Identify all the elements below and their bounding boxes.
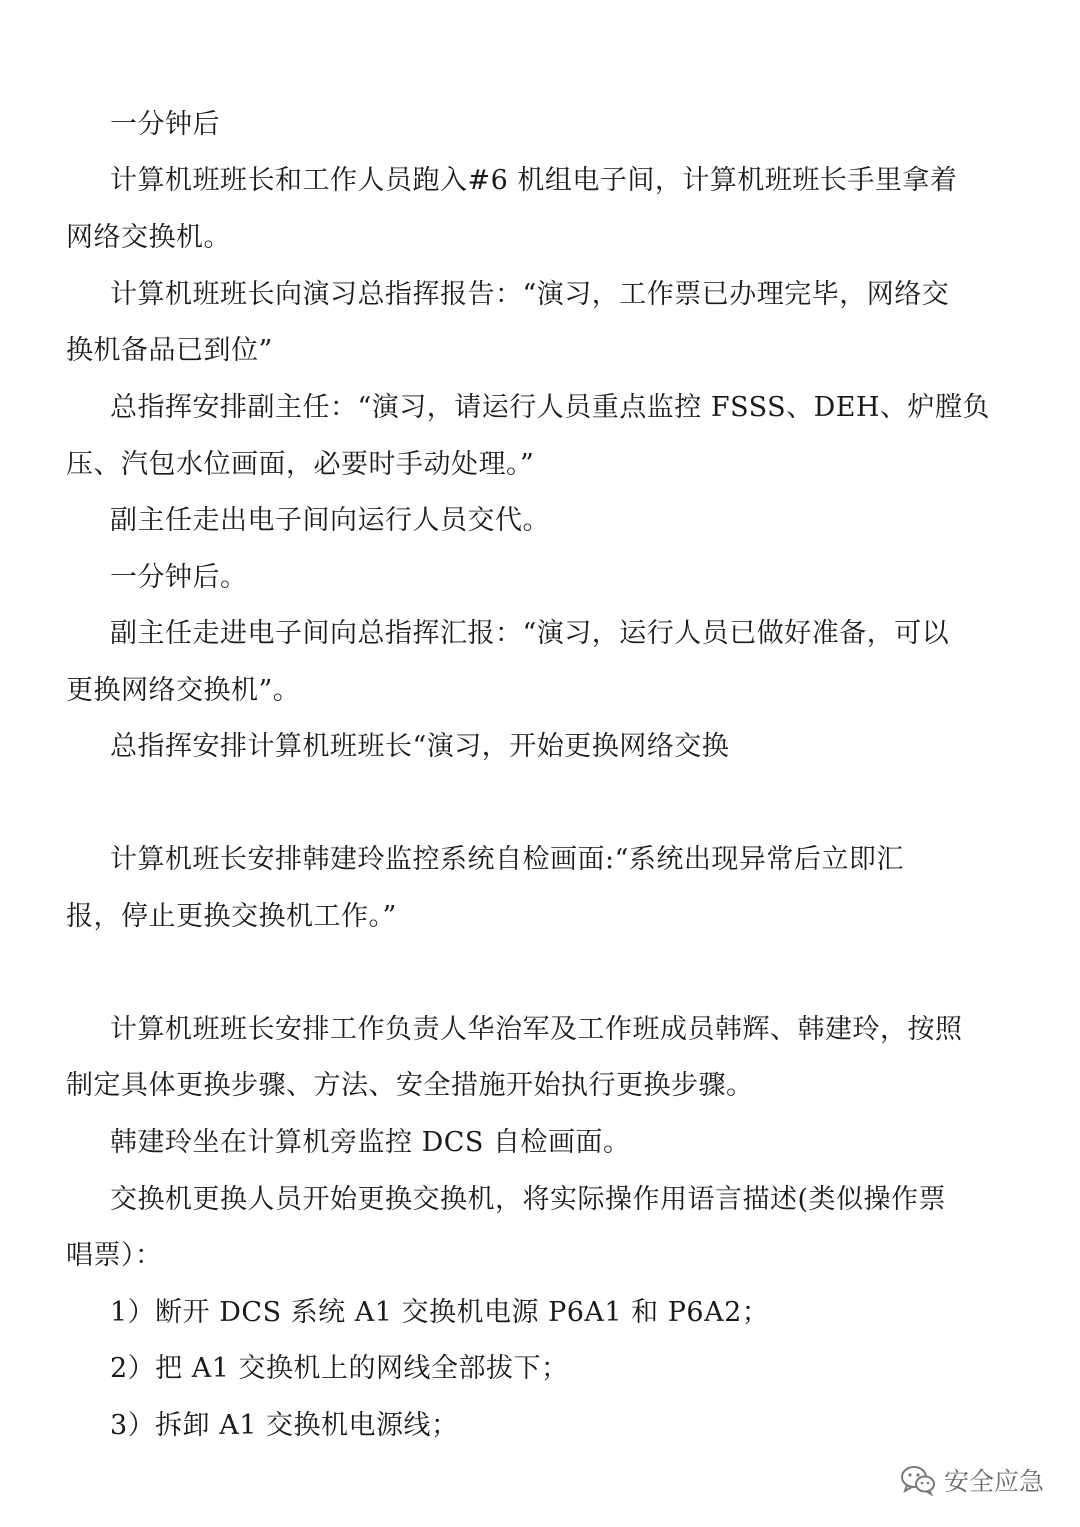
- paragraph-line: 副主任走出电子间向运行人员交代。: [110, 505, 550, 536]
- paragraph-line: 计算机班班长和工作人员跑入#6 机组电子间，计算机班班长手里拿着: [110, 165, 958, 196]
- paragraph-line: 压、汽包水位画面，必要时手动处理。”: [66, 449, 535, 480]
- list-item: 2）把 A1 交换机上的网线全部拔下；: [110, 1353, 569, 1384]
- paragraph-line: 一分钟后。: [110, 562, 248, 593]
- paragraph-line: 总指挥安排副主任：“演习，请运行人员重点监控 FSSS、DEH、炉膛负: [110, 392, 991, 423]
- source-watermark: [900, 1460, 1044, 1500]
- watermark-text: 安全应急: [943, 1467, 1044, 1496]
- wechat-icon: [900, 1464, 936, 1496]
- paragraph-line: 交换机更换人员开始更换交换机，将实际操作用语言描述(类似操作票: [110, 1184, 947, 1215]
- paragraph-line: 网络交换机。: [66, 222, 231, 253]
- paragraph-line: 制定具体更换步骤、方法、安全措施开始执行更换步骤。: [66, 1070, 754, 1101]
- paragraph-line: 唱票）：: [66, 1240, 163, 1271]
- paragraph-line: 副主任走进电子间向总指挥汇报：“演习，运行人员已做好准备，可以: [110, 618, 950, 649]
- paragraph-line: 计算机班班长安排工作负责人华治军及工作班成员韩辉、韩建玲，按照: [110, 1014, 963, 1045]
- list-item: 3）拆卸 A1 交换机电源线；: [110, 1410, 459, 1441]
- paragraph-line: 计算机班班长向演习总指挥报告：“演习，工作票已办理完毕，网络交: [110, 279, 950, 310]
- paragraph-line: 换机备品已到位”: [66, 335, 273, 366]
- paragraph-line: 计算机班长安排韩建玲监控系统自检画面:“系统出现异常后立即汇: [110, 844, 904, 875]
- paragraph-line: 一分钟后: [110, 109, 220, 140]
- paragraph-line: 总指挥安排计算机班班长“演习，开始更换网络交换: [110, 731, 730, 762]
- paragraph-line: 韩建玲坐在计算机旁监控 DCS 自检画面。: [110, 1127, 631, 1158]
- paragraph-line: 报，停止更换交换机工作。”: [66, 901, 397, 932]
- list-item: 1）断开 DCS 系统 A1 交换机电源 P6A1 和 P6A2；: [110, 1297, 770, 1328]
- paragraph-line: 更换网络交换机”。: [66, 675, 301, 706]
